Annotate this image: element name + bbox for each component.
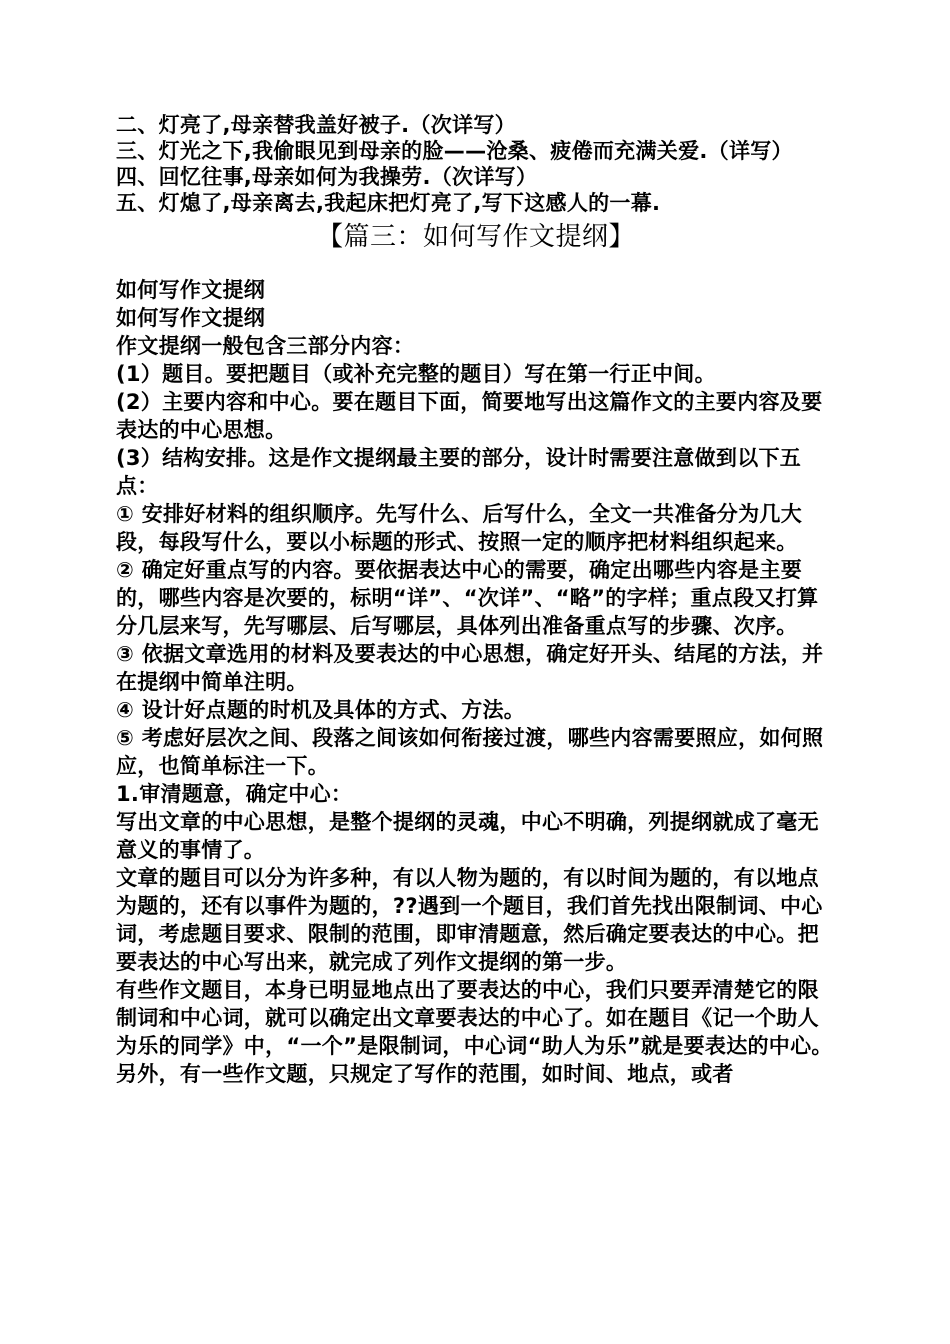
paragraph-step-1-title: 1.审清题意，确定中心： — [116, 782, 353, 806]
paragraph-item-1: (1）题目。要把题目（或补充完整的题目）写在第一行正中间。 — [116, 362, 716, 386]
section-heading: 【篇三：如何写作文提纲】 — [316, 222, 635, 252]
paragraph-point-4: ④ 设计好点题的时机及具体的方式、方法。 — [116, 698, 526, 722]
outline-line-2: 二、灯亮了,母亲替我盖好被子.（次详写） — [116, 113, 516, 137]
paragraph-point-2: ② 确定好重点写的内容。要依据表达中心的需要，确定出哪些内容是主要的，哪些内容是次要的，标明“详”、“次详”、“略”的字样；重点段又打算分几层来写，先写哪层、后写哪层，具体列出准备重点写的步骤、次序。 — [116, 558, 819, 638]
paragraph-item-3: (3）结构安排。这是作文提纲最主要的部分，设计时需要注意做到以下五点： — [116, 446, 802, 498]
paragraph-continued: 另外，有一些作文题，只规定了写作的范围，如时间、地点，或者 — [116, 1062, 734, 1086]
document-body — [116, 112, 836, 1088]
paragraph-step-1-body: 写出文章的中心思想，是整个提纲的灵魂，中心不明确，列提纲就成了毫无意义的事情了。 — [116, 810, 819, 862]
paragraph-point-1: ① 安排好材料的组织顺序。先写什么、后写什么，全文一共准备分为几大段，每段写什么，要以小标题的形式、按照一定的顺序把材料组织起来。 — [116, 502, 802, 554]
outline-line-5: 五、灯熄了,母亲离去,我起床把灯亮了,写下这感人的一幕. — [116, 191, 661, 215]
paragraph-point-3: ③ 依据文章选用的材料及要表达的中心思想，确定好开头、结尾的方法，并在提纲中简单注明。 — [116, 642, 824, 694]
paragraph-example: 有些作文题目，本身已明显地点出了要表达的中心，我们只要弄清楚它的限制词和中心词，就可以确定出文章要表达的中心了。如在题目《记一个助人为乐的同学》中，“一个”是限制词，中心词“助人为乐”就是要表达的中心。 — [116, 978, 833, 1058]
paragraph-title-1: 如何写作文提纲 — [116, 278, 266, 302]
paragraph-item-2: (2）主要内容和中心。要在题目下面，简要地写出这篇作文的主要内容及要表达的中心思想。 — [116, 390, 823, 442]
outline-line-4: 四、回忆往事,母亲如何为我操劳.（次详写） — [116, 165, 538, 189]
paragraph-title-2: 如何写作文提纲 — [116, 306, 266, 330]
outline-line-3: 三、灯光之下,我偷眼见到母亲的脸——沧桑、疲倦而充满关爱.（详写） — [116, 139, 793, 163]
paragraph-title-types: 文章的题目可以分为许多种，有以人物为题的，有以时间为题的，有以地点为题的，还有以事件为题的，??遇到一个题目，我们首先找出限制词、中心词，考虑题目要求、限制的范围，即审清题意，然后确定要表达的中心。把要表达的中心写出来，就完成了列作文提纲的第一步。 — [116, 866, 823, 974]
paragraph-intro: 作文提纲一般包含三部分内容： — [116, 334, 415, 358]
paragraph-point-5: ⑤ 考虑好层次之间、段落之间该如何衔接过渡，哪些内容需要照应，如何照应，也简单标注一下。 — [116, 726, 824, 778]
